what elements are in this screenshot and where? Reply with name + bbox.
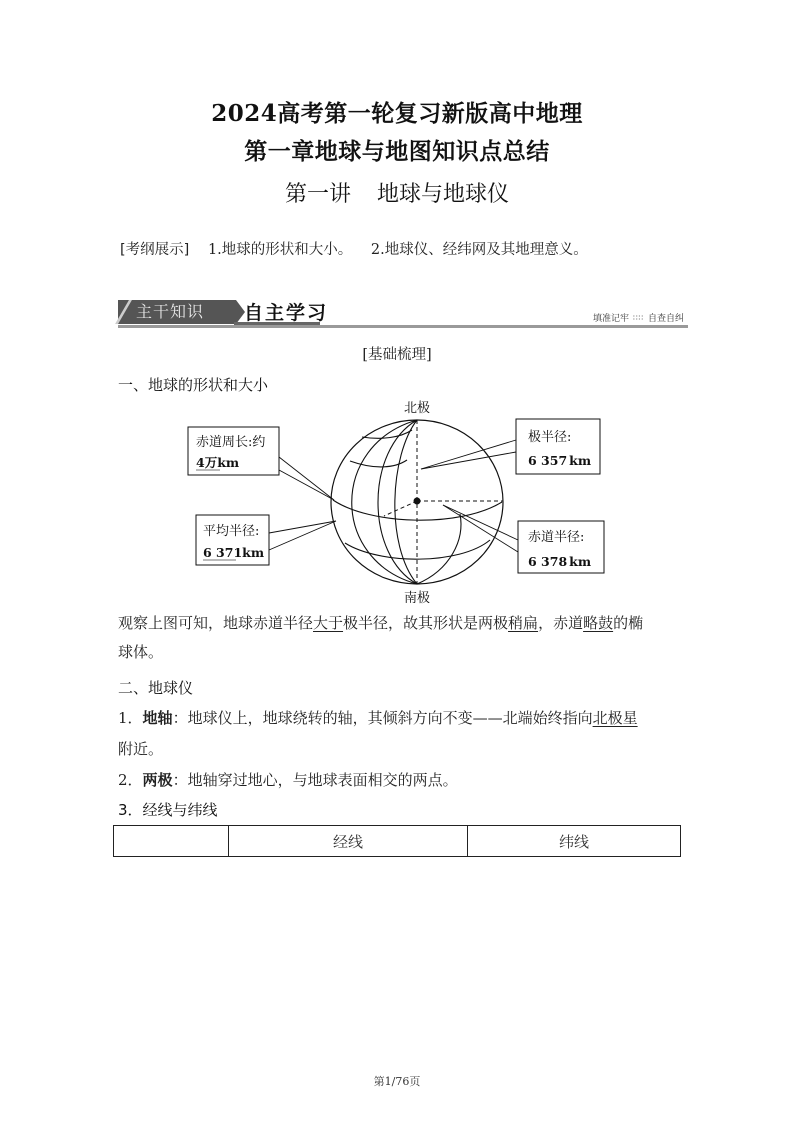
- table-header-row: [114, 826, 681, 857]
- svg-text:6 371km: 6 371km: [203, 545, 265, 560]
- banner-right-caption: [593, 311, 684, 324]
- callout-value: 6 357: [528, 453, 568, 468]
- callout-value: 6 378: [528, 554, 568, 569]
- item-poles: 2．两极：地轴穿过地心，与地球表面相交的两点。: [118, 771, 458, 789]
- answer-blank: 大于: [313, 614, 344, 632]
- item-earth-axis: 1．地轴：地球仪上，地球绕转的轴，其倾斜方向不变——北端始终指向北极星: [118, 709, 638, 727]
- meridian-parallel-table: [113, 825, 681, 857]
- earth-diagram: [180, 395, 610, 605]
- term-poles: 两极: [142, 771, 173, 789]
- callout-value: 4万: [196, 455, 218, 470]
- document-title-line1: 2024高考第一轮复习新版高中地理: [211, 100, 583, 127]
- section-banner: [118, 298, 688, 328]
- shape-conclusion: 观察上图可知，地球赤道半径大于极半径，故其形状是两极稍扁，赤道略鼓的椭: [118, 614, 644, 632]
- south-pole-label: 南极: [403, 591, 431, 605]
- earth-center-dot: [414, 498, 421, 505]
- north-pole-label: 北极: [403, 401, 431, 416]
- document-title-line2: 第一章地球与地图知识点总结: [244, 138, 550, 165]
- lecture-label: 第一讲: [284, 182, 351, 207]
- heading-earth-shape: 一、地球的形状和大小: [118, 376, 269, 394]
- banner-light-label: 自主学习: [244, 302, 329, 324]
- answer-blank: 略鼓: [583, 614, 614, 632]
- callout-label: 极半径:: [528, 430, 572, 445]
- callout-value: 6 371: [203, 545, 243, 560]
- lecture-topic: 地球与地球仪: [377, 182, 510, 207]
- syllabus-outline: [120, 238, 588, 259]
- svg-text:6 378km: 6 378 km: [528, 554, 592, 569]
- answer-blank: 稍扁: [508, 614, 539, 632]
- banner-dark-label: 主干知识: [118, 300, 236, 324]
- heading-globe: 二、地球仪: [118, 679, 194, 697]
- subsection-label: [基础梳理]: [362, 347, 432, 363]
- radius-line: [384, 501, 417, 516]
- callout-label: 赤道半径:: [528, 530, 585, 545]
- svg-text:6 357km: 6 357 km: [528, 453, 592, 468]
- svg-text:4万km: 4万km: [196, 455, 240, 470]
- table-cell-parallel: 纬线: [468, 826, 681, 857]
- table-cell-meridian: 经线: [229, 826, 468, 857]
- table-cell: [114, 826, 229, 857]
- outline-item: 2.地球仪、经纬网及其地理意义。: [370, 242, 588, 258]
- item-earth-axis-cont: 附近。: [118, 740, 164, 758]
- outline-tag: [考纲展示]: [120, 242, 190, 258]
- answer-blank: 北极星: [592, 709, 638, 727]
- callout-label: 赤道周长:约: [196, 435, 266, 450]
- shape-conclusion-cont: 球体。: [118, 643, 164, 661]
- heading-meridians-parallels: 3．经线与纬线: [118, 801, 218, 819]
- meridian-line: [417, 514, 461, 584]
- lecture-title: [0, 177, 794, 208]
- banner-caption-right: 自查自纠: [647, 314, 684, 324]
- dots-icon: ∷∷: [633, 314, 644, 322]
- banner-caption-left: 填准记牢: [593, 314, 630, 324]
- outline-item: 1.地球的形状和大小。: [207, 242, 353, 258]
- term-earth-axis: 地轴: [142, 709, 173, 727]
- callout-label: 平均半径:: [203, 524, 260, 539]
- banner-rule: [118, 325, 688, 328]
- page-number: 第1/76页: [373, 1075, 421, 1088]
